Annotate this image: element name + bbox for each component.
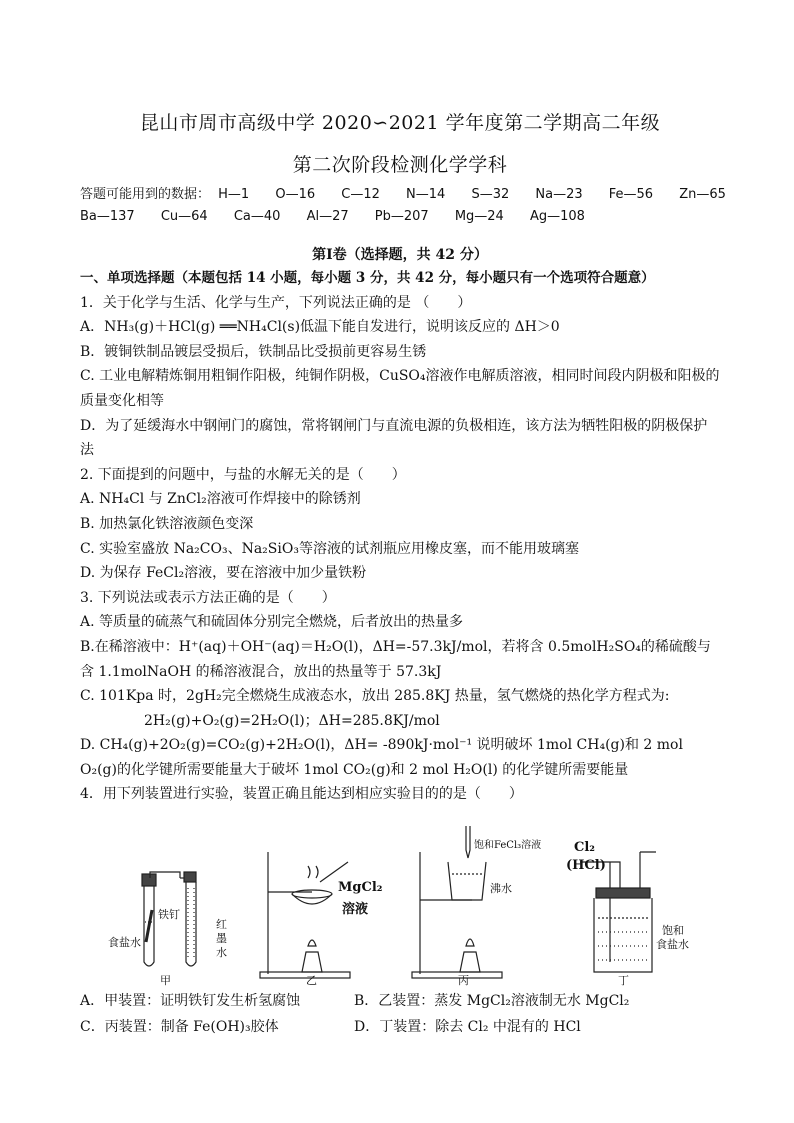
q1-option-a: A．NH₃(g)＋HCl(g) ══NH₄Cl(s)低温下能自发进行，说明该反应的 ΔH＞0 [80, 319, 560, 336]
q3-equation: 2H₂(g)+O₂(g)=2H₂O(l)；ΔH=285.8KJ/mol [144, 712, 440, 729]
atomic-data-line-2 [80, 206, 720, 228]
mass-item: Al—27 [306, 209, 349, 224]
yi-label-mgcl2: MgCl₂ [338, 880, 383, 895]
q1-option-b: B．镀铜铁制品镀层受损后，铁制品比受损前更容易生锈 [80, 343, 427, 360]
section-heading: 第Ⅰ卷（选择题，共 42 分） [312, 247, 488, 263]
question-3-stem: 3. 下列说法或表示方法正确的是（ ） [80, 589, 336, 606]
mass-item: Ba—137 [80, 209, 135, 224]
mass-item: N—14 [406, 187, 446, 202]
mass-item: S—32 [471, 187, 510, 202]
jia-label-water: 水 [216, 946, 227, 959]
q3-option-a: A. 等质量的硫蒸气和硫固体分别完全燃烧，后者放出的热量多 [80, 614, 464, 631]
q4-options-row-2 [80, 1014, 720, 1040]
atomic-mass-data [80, 184, 726, 228]
atomic-data-line-1 [80, 184, 726, 206]
mass-item: Fe—56 [608, 187, 654, 202]
yi-caption: 乙 [306, 974, 317, 987]
jia-label-nail: 铁钉 [158, 908, 180, 921]
q4-option-c: C．丙装置：制备 Fe(OH)₃胶体 [80, 1019, 279, 1035]
q1-option-d: D．为了延缓海水中钢闸门的腐蚀，常将钢闸门与直流电源的负极相连，该方法为牺牲阳极的阴极保护法 [80, 417, 708, 459]
mass-item: C—12 [341, 187, 380, 202]
questions-body [80, 266, 720, 807]
jia-label-ink: 墨 [216, 932, 227, 945]
q1-option-c: C. 工业电解精炼铜用粗铜作阳极，纯铜作阴极，CuSO₄溶液作电解质溶液，相同时间段内阴极和阳极的质量变化相等 [80, 368, 720, 409]
mass-item: H—1 [218, 187, 250, 202]
q3-option-b: B.在稀溶液中：H⁺(aq)＋OH⁻(aq)＝H₂O(l)，ΔH=-57.3kJ/mol，若将含 0.5molH₂SO₄的稀硫酸与含 1.1molNaOH 的稀溶液混合，放出的热量等于 57.3kJ [80, 638, 711, 680]
q3-option-c: C. 101Kpa 时，2gH₂完全燃烧生成液态水，放出 285.8KJ 热量，氢气燃烧的热化学方程式为: [80, 688, 670, 705]
ding-label-saturated: 饱和 [662, 924, 684, 937]
q4-option-b: B．乙装置：蒸发 MgCl₂溶液制无水 MgCl₂ [354, 993, 630, 1009]
mass-item: Ca—40 [233, 209, 281, 224]
ding-label-saltwater: 食盐水 [656, 938, 689, 951]
question-2-stem: 2. 下面提到的问题中，与盐的水解无关的是（ ） [80, 466, 406, 483]
exam-subtitle: 第二次阶段检测化学学科 [292, 154, 508, 176]
atomic-data-intro: 答题可能用到的数据： [80, 187, 211, 202]
q2-option-a: A. NH₄Cl 与 ZnCl₂溶液可作焊接中的除锈剂 [80, 491, 361, 508]
q4-option-a: A．甲装置：证明铁钉发生析氢腐蚀 [80, 993, 301, 1009]
apparatus-figure [80, 822, 720, 988]
question-4-stem: 4．用下列装置进行实验，装置正确且能达到相应实验目的的是（ ） [80, 786, 523, 803]
exam-title: 昆山市周市高级中学 2020∽2021 学年度第二学期高二年级 [139, 112, 661, 134]
mass-item: Pb—207 [374, 209, 429, 224]
question-4-options [80, 988, 720, 1040]
q2-option-b: B. 加热氯化铁溶液颜色变深 [80, 515, 254, 532]
yi-apparatus [260, 852, 350, 978]
apparatus-drawing [80, 822, 720, 988]
mass-item: Na—23 [535, 187, 583, 202]
bing-caption: 丙 [458, 974, 469, 987]
mass-item: Cu—64 [160, 209, 208, 224]
jia-label-saltwater: 食盐水 [108, 936, 141, 949]
mass-item: Ag—108 [529, 209, 585, 224]
ding-label-cl2: Cl₂ [574, 840, 595, 855]
q3-option-d: D. CH₄(g)+2O₂(g)=CO₂(g)+2H₂O(l)，ΔH= -890kJ·mol⁻¹ 说明破坏 1mol CH₄(g)和 2 mol O₂(g)的化学键所需要能量大于破坏 1mol CO₂(g)和 2 mol H₂O(l) 的化学键所需要能量 [80, 737, 683, 778]
bing-label-boiling-water: 沸水 [490, 882, 512, 895]
question-1-stem: 1．关于化学与生活、化学与生产，下列说法正确的是 （ ） [80, 294, 472, 311]
bing-label-fecl3: 饱和FeCl₃溶液 [474, 840, 542, 851]
mass-item: Mg—24 [454, 209, 504, 224]
q2-option-c: C. 实验室盛放 Na₂CO₃、Na₂SiO₃等溶液的试剂瓶应用橡皮塞，而不能用玻璃塞 [80, 540, 579, 557]
jia-caption: 甲 [160, 974, 171, 987]
q4-options-row-1 [80, 988, 720, 1014]
mass-item: O—16 [275, 187, 316, 202]
q4-option-d: D．丁装置：除去 Cl₂ 中混有的 HCl [354, 1019, 581, 1035]
q2-option-d: D. 为保存 FeCl₂溶液，要在溶液中加少量铁粉 [80, 565, 367, 582]
ding-caption: 丁 [618, 974, 629, 987]
mass-item: Zn—65 [679, 187, 726, 202]
yi-label-solution: 溶液 [342, 902, 369, 917]
jia-label-red: 红 [216, 918, 227, 931]
part-heading: 一、单项选择题（本题包括 14 小题，每小题 3 分，共 42 分，每小题只有一个选项符合题意） [80, 270, 655, 286]
ding-label-hcl: (HCl) [566, 858, 606, 873]
